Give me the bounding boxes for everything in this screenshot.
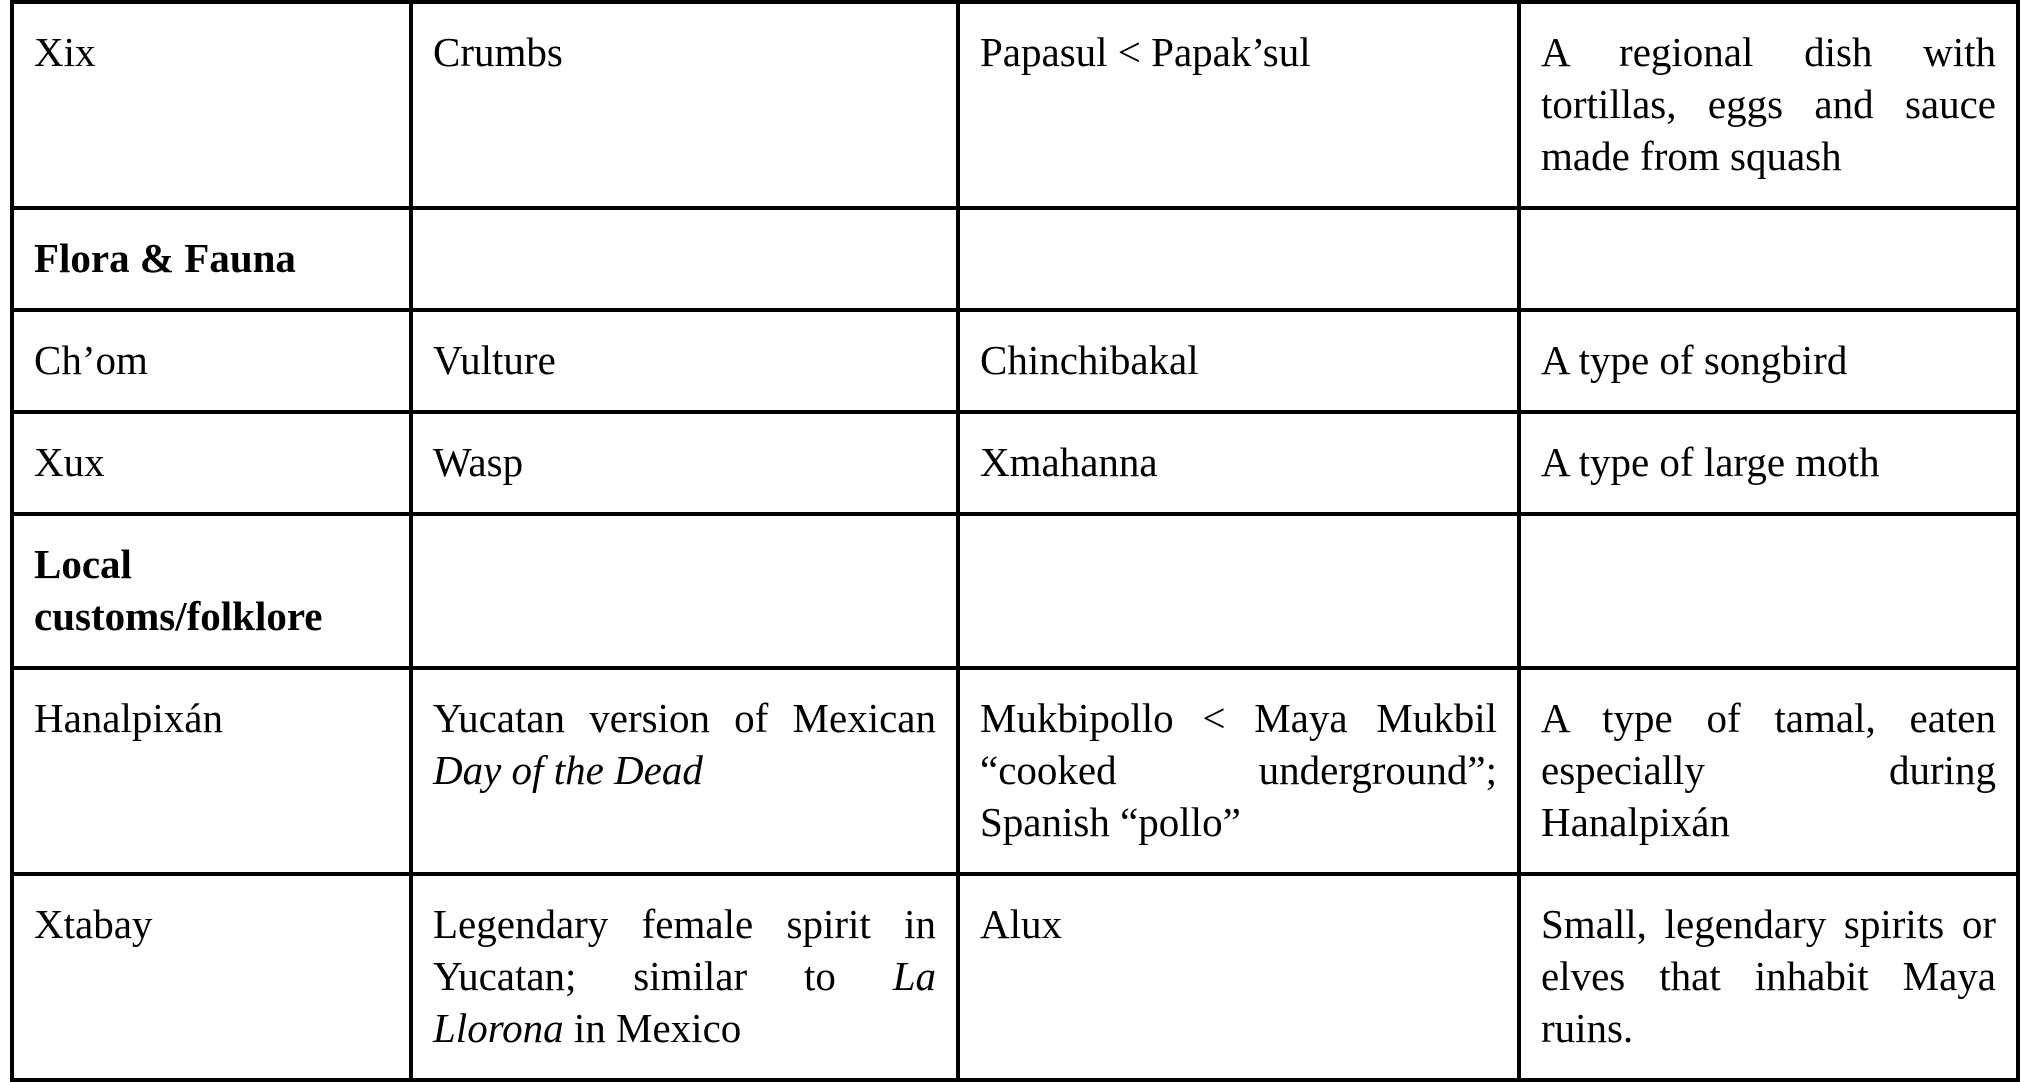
related-term-cell: Chinchibakal — [958, 310, 1519, 412]
meaning-italic-text: Day of the Dead — [433, 747, 703, 793]
section-heading: Flora & Fauna — [12, 208, 411, 310]
meaning-text: Legendary female spirit in Yucatan; similar to — [433, 901, 936, 999]
related-term-cell: Alux — [958, 874, 1519, 1080]
meaning-cell — [411, 668, 958, 874]
meaning-text: Yucatan version of Mexican — [433, 695, 936, 741]
table-row — [12, 412, 2018, 514]
related-meaning-cell: A type of songbird — [1519, 310, 2018, 412]
related-meaning-cell: A type of tamal, eaten especially during Hanalpixán — [1519, 668, 2018, 874]
glossary-table — [10, 0, 2020, 1082]
meaning-cell: Vulture — [411, 310, 958, 412]
term-cell: Ch’om — [12, 310, 411, 412]
meaning-cell: Wasp — [411, 412, 958, 514]
empty-cell — [1519, 208, 2018, 310]
empty-cell — [411, 514, 958, 668]
table-row — [12, 310, 2018, 412]
section-row — [12, 514, 2018, 668]
related-meaning-cell: Small, legendary spirits or elves that inhabit Maya ruins. — [1519, 874, 2018, 1080]
meaning-text-tail: in Mexico — [563, 1005, 742, 1051]
related-term-cell: Papasul < Papak’sul — [958, 2, 1519, 208]
table-row — [12, 874, 2018, 1080]
empty-cell — [958, 208, 1519, 310]
meaning-cell — [411, 874, 958, 1080]
term-cell: Xtabay — [12, 874, 411, 1080]
term-cell: Hanalpixán — [12, 668, 411, 874]
section-heading: Local customs/folklore — [12, 514, 411, 668]
section-row — [12, 208, 2018, 310]
related-term-cell: Mukbipollo < Maya Mukbil “cooked underground”; Spanish “pollo” — [958, 668, 1519, 874]
empty-cell — [958, 514, 1519, 668]
table-row — [12, 2, 2018, 208]
meaning-cell: Crumbs — [411, 2, 958, 208]
related-meaning-cell: A regional dish with tortillas, eggs and sauce made from squash — [1519, 2, 2018, 208]
table-row — [12, 668, 2018, 874]
meaning-italic-text: La Llorona — [433, 953, 936, 1051]
empty-cell — [1519, 514, 2018, 668]
term-cell: Xux — [12, 412, 411, 514]
related-term-cell: Xmahanna — [958, 412, 1519, 514]
related-meaning-cell: A type of large moth — [1519, 412, 2018, 514]
empty-cell — [411, 208, 958, 310]
term-cell: Xix — [12, 2, 411, 208]
